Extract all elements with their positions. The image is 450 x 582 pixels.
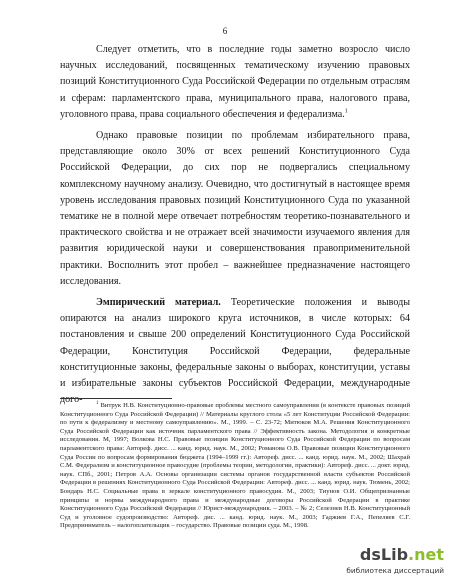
footnote-text: Витрук Н.В. Конституционно-правовые проблемы местного самоуправления (в контексте правовых позиций Конституционного Суда Российской Федерации) // Материалы круглого стола «5 лет Конституции Российской Федерации: по пути к федерализму и местному самоуправлению». М., 1999. – С. 23-72; Митюков М.А. Решения Конституционного Суда Российской Федерации как источник парламентского права // Эффективность закона. Методология и конкретные исследования. М, 1997; Волкова Н.С. Правовые позиции Конституционного Суда Российской Федерации по вопросам парламентского права: Автореф. дисс. ... канд. юрид. наук. М., 2002; Романова О.В. Правовые позиции Конституционного Суда России по вопросам формирования бюджета (1994–1999 гг.): Автореф. дисс. ... канд. юрид. наук. М., 2002; Шахрай С.М. Федерализм и конституционное правосудие (проблемы теории, методологии, практики): Автореф. дисс. ... докт. юрид. наук. СПб., 2001; Петров А.А. Основы организации системы органов государственной власти субъектов Российской Федерации в решениях Конституционного Суда Российской Федерации: Автореф. дисс. ... канд. юрид. наук. Тюмень, 2002; Бондарь Н.С. Социальные права в зеркале конституционного правосудия. М., 2003; Тиунов О.И. Общепризнанные принципы и нормы международного права и международные договоры Российской Федерации в практике Конституционного Суда Российской Федерации // Юрист-международник. – 2003. – № 2; Селезнев Н.В. Конституционный Суд и уголовное судопроизводство: Автореф. дис. ... канд. юрид. наук. М., 2003; Гаджиев Г.А., Пепеляев С.Г. Предприниматель – налогоплательщик – государство. Правовые позиции суда. М., 1998. <box>60 402 410 530</box>
paragraph-recent-research <box>60 42 410 123</box>
body-text <box>60 42 410 413</box>
page-number: 6 <box>222 26 228 36</box>
watermark-logo-tld: .net <box>408 545 444 564</box>
watermark-logo-main: dsLib <box>359 545 409 564</box>
footnote-separator <box>60 398 172 399</box>
footnote-marker: 1 <box>96 400 99 406</box>
footnote <box>60 402 410 531</box>
empirical-heading: Эмпирический материал. <box>96 297 221 309</box>
paragraph-text: Следует отметить, что в последние годы заметно возросло число научных исследований, посвященных тематическому изучению правовых позиций Конституционного Суда Российской Федерации по отдельным отраслям и сферам: парламентского права, муниципального права, налогового права, уголовного права, права социального обеспечения и федерализма. <box>60 44 410 120</box>
paragraph-electoral-law: Однако правовые позиции по проблемам избирательного права, представляющие около 30% от всех решений Конституционного Суда Российской Федерации, до сих пор не подвергались специальному комплексному научному анализу. Очевидно, что достигнутый в настоящее время уровень исследования правовых позиций Конституционного Суда по указанной тематике не в полной мере отвечает потребностям теоретико-познавательного и практического свойства и не отражает всей значимости изучаемого явления для развития юридической науки и совершенствования правоприменительной практики. Восполнить этот пробел – важнейшее предназначение настоящего исследования. <box>60 130 410 287</box>
empirical-text: Теоретические положения и выводы опираются на анализ широкого круга источников, в числе которых: 64 постановления и свыше 200 определений Конституционного Суда Российской Федерации, Конституция Российской Федерации, федеральные конституционные законы, федеральные законы о выборах, конституции, уставы и избирательные законы субъектов Российской Федерации, международные дого- <box>60 297 411 406</box>
footnote-reference: 1 <box>344 108 348 115</box>
watermark-caption: библиотека диссертаций <box>346 566 444 575</box>
paragraph-empirical-material <box>60 295 410 408</box>
watermark-logo <box>360 546 444 564</box>
watermark <box>304 546 444 580</box>
